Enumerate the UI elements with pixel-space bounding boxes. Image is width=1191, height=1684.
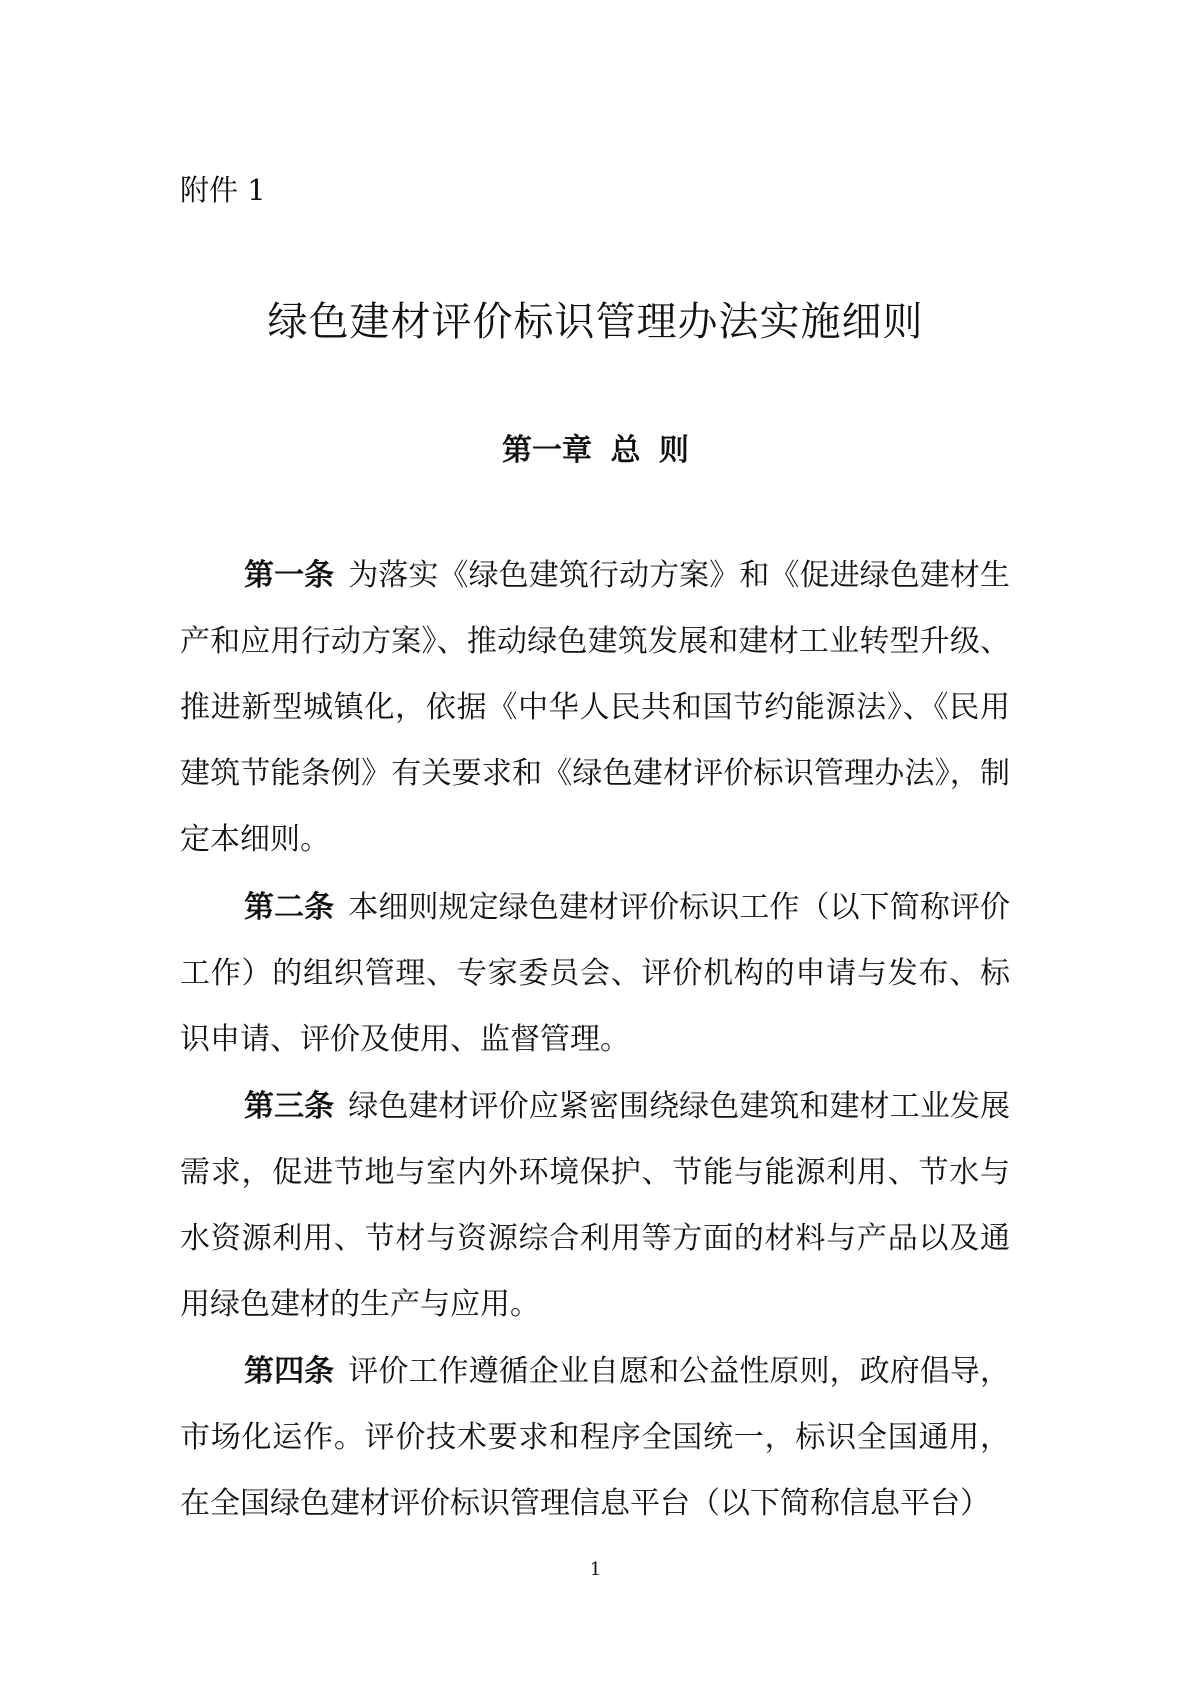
article-label: 第一条 [244, 558, 335, 593]
article-text: 本细则规定绿色建材评价标识工作（以下简称评价工作）的组织管理、专家委员会、评价机构的申请与发布、标识申请、评价及使用、监督管理。 [180, 890, 1010, 1057]
document-title: 绿色建材评价标识管理办法实施细则 [267, 299, 924, 345]
article-text: 绿色建材评价应紧密围绕绿色建筑和建材工业发展需求，促进节地与室内外环境保护、节能与能源利用、节水与水资源利用、节材与资源综合利用等方面的材料与产品以及通用绿色建材的生产与应用。 [180, 1089, 1010, 1322]
article-label: 第三条 [244, 1089, 335, 1124]
article-3 [180, 1074, 1010, 1338]
article-label: 第二条 [244, 890, 335, 925]
attachment-label: 附件 1 [180, 173, 266, 207]
article-4 [180, 1339, 1010, 1537]
article-1 [180, 543, 1010, 873]
article-label: 第四条 [244, 1354, 335, 1389]
chapter-title: 第一章 总 则 [502, 433, 689, 468]
article-text: 为落实《绿色建筑行动方案》和《促进绿色建材生产和应用行动方案》、推动绿色建筑发展和建材工业转型升级、推进新型城镇化，依据《中华人民共和国节约能源法》、《民用建筑节能条例》有关要求和《绿色建材评价标识管理办法》，制定本细则。 [180, 558, 1010, 857]
page-number: 1 [589, 1559, 602, 1580]
article-text: 评价工作遵循企业自愿和公益性原则，政府倡导，市场化运作。评价技术要求和程序全国统一，标识全国通用，在全国绿色建材评价标识管理信息平台（以下简称信息平台） [180, 1354, 1010, 1521]
article-2 [180, 875, 1010, 1073]
